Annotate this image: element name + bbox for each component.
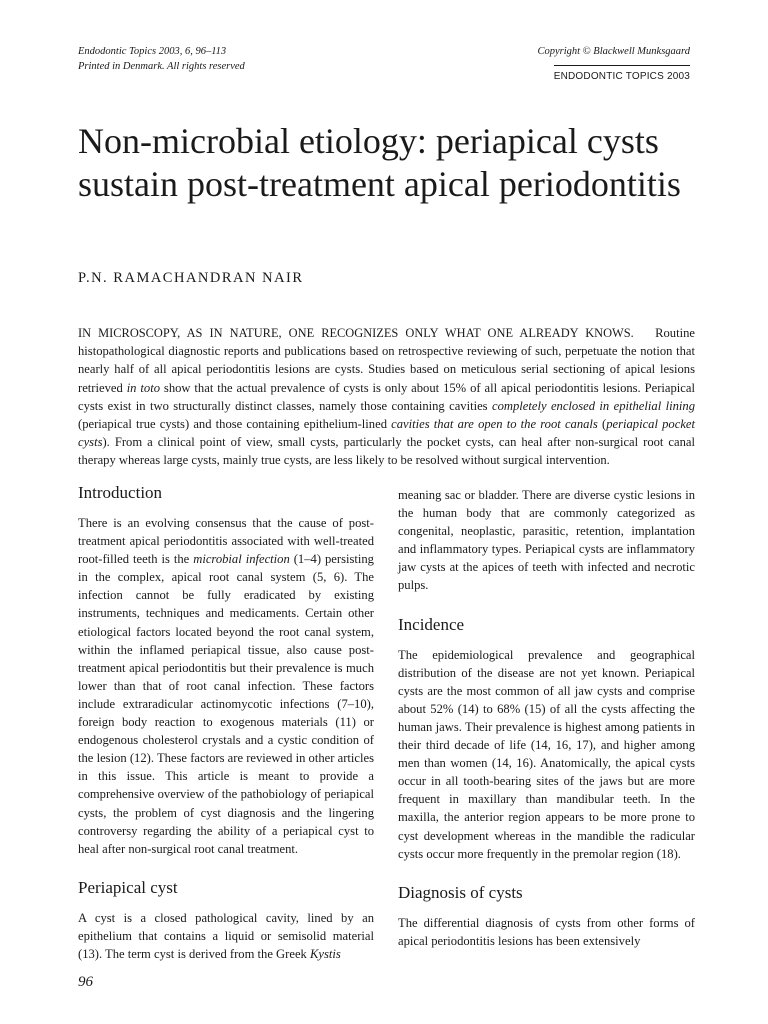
- abstract-text: Routine histopathological diagnostic reports and publications based on retrospective reviewing of such, perpetuate the notion that nearly half of all apical periodontitis lesions are cysts. Studies based on meticulous serial sectioning of apical lesions retrieved: [78, 326, 695, 395]
- abstract-text: (periapical true cysts) and those containing epithelium-lined: [78, 417, 392, 432]
- header-left: [78, 44, 245, 74]
- paragraph-emphasis: microbial infection: [193, 552, 290, 567]
- header-right: [537, 44, 690, 84]
- right-column: [398, 486, 695, 950]
- paragraph-text: A cyst is a closed pathological cavity, lined by an epithelium that contains a liquid or semisolid material (13). The term cyst is derived from the Greek: [78, 910, 374, 961]
- diagnosis-paragraph: The differential diagnosis of cysts from other forms of apical periodontitis lesions has been extensively: [398, 915, 695, 948]
- page-number: 96: [78, 974, 93, 990]
- abstract-lead: IN MICROSCOPY, AS IN NATURE, ONE RECOGNIZES ONLY WHAT ONE ALREADY KNOWS.: [78, 326, 634, 340]
- printed-notice: Printed in Denmark. All rights reserved: [78, 61, 245, 72]
- section-heading-periapical-cyst: Periapical cyst: [78, 877, 178, 897]
- section-heading-incidence: Incidence: [398, 614, 465, 634]
- periapical-cyst-continued: meaning sac or bladder. There are diverse cystic lesions in the human body that are commonly categorized as congenital, neoplastic, parasitic, retention, implantation and inflammatory types. Periapical cysts are inflammatory jaw cysts at the apices of teeth with infected and necrotic pulps.: [398, 488, 695, 593]
- section-heading-diagnosis: Diagnosis of cysts: [398, 882, 523, 902]
- article-title: Non-microbial etiology: periapical cysts sustain post-treatment apical periodontitis: [78, 121, 681, 204]
- incidence-paragraph: The epidemiological prevalence and geographical distribution of the disease are not yet known. Periapical cysts are the most common of all jaw cysts and comprise about 52% (14) to 68% (15) of all the cysts affecting the human jaws. Their prevalence is highest among patients in their third decade of life (14, 16, 17), and higher among men than women (14, 16). Anatomically, the apical cysts occur in all tooth-bearing sites of the jaws but are more frequent in maxillary than mandibular teeth. In the maxilla, the anterior region appears to be more prone to cyst development whereas in the mandible the radicular cysts occur more frequently in the premolar region (18).: [398, 647, 695, 861]
- paragraph-text: (1–4) persisting in the complex, apical root canal system (5, 6). The infection cannot be fully eradicated by existing instruments, techniques and medicaments. Certain other etiological factors located beyond the root canal system, within the inflamed periapical tissue, also cause post-treatment apical periodontitis but their prevalence is much lower than that of root canal infection. These factors include extraradicular actinomycotic infections (7–10), foreign body reaction to exogenous materials (11) or endogenous cholesterol crystals and a cystic condition of the lesion (12). These factors are reviewed in other articles in this issue. This article is meant to provide a comprehensive overview of the pathobiology of periapical cysts, the problem of cyst diagnosis and the lingering controversy regarding the ability of a periapical cyst to heal after non-surgical root canal treatment.: [78, 552, 374, 856]
- abstract: [78, 324, 695, 470]
- abstract-emphasis: completely enclosed in epithelial lining: [492, 398, 695, 413]
- article-author: P.N. RAMACHANDRAN NAIR: [78, 270, 304, 286]
- left-column: [78, 482, 374, 963]
- abstract-text: ). From a clinical point of view, small cysts, particularly the pocket cysts, can heal after non-surgical root canal therapy whereas large cysts, mainly true cysts, are less likely to be resolved without surgical intervention.: [78, 435, 695, 468]
- copyright-notice: Copyright © Blackwell Munksgaard: [537, 46, 690, 57]
- paragraph-text: There is an evolving consensus that the cause of post-treatment apical periodontitis associated with well-treated root-filled teeth is the: [78, 516, 374, 567]
- section-heading-introduction: Introduction: [78, 483, 163, 502]
- abstract-emphasis: cavities that are open to the root canals: [391, 417, 598, 432]
- abstract-emphasis: in toto: [126, 380, 160, 395]
- abstract-text: show that the actual prevalence of cysts is only about 15% of all apical periodontitis lesions. Periapical cysts exist in two structurally distinct classes, namely those containing cavities: [78, 380, 695, 413]
- introduction-paragraph: [78, 514, 374, 858]
- abstract-text: (: [597, 417, 607, 432]
- journal-citation: Endodontic Topics 2003, 6, 96–113: [78, 46, 227, 57]
- abstract-emphasis: periapical pocket cysts: [78, 417, 696, 450]
- journal-badge: ENDODONTIC TOPICS 2003: [554, 65, 690, 84]
- periapical-cyst-paragraph: [78, 909, 374, 963]
- paragraph-emphasis: Kystis: [309, 946, 341, 961]
